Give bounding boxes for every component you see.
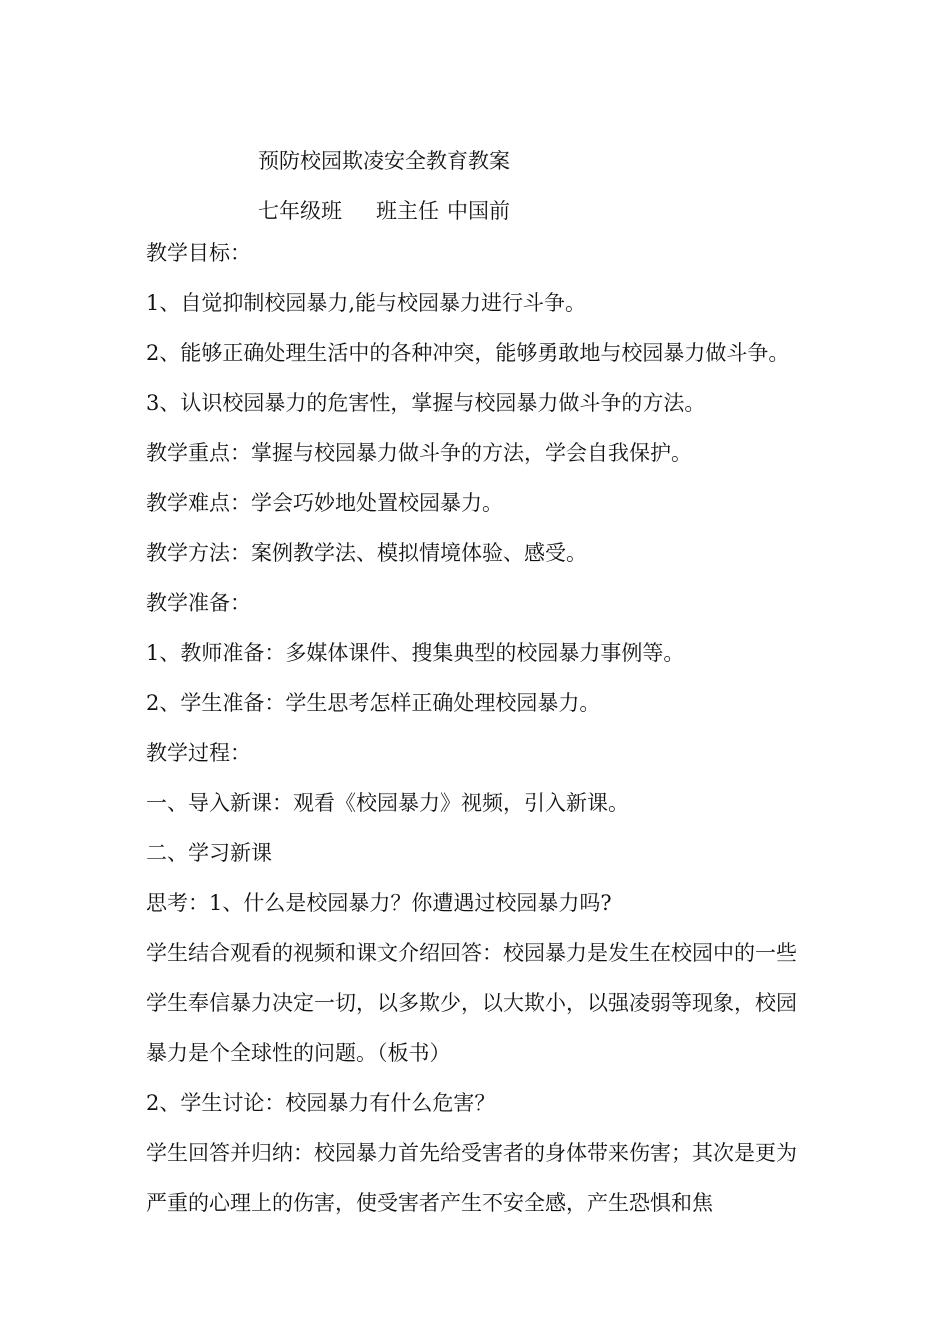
teaching-difficulty: 教学难点：学会巧妙地处置校园暴力。 (146, 491, 503, 515)
teaching-focus: 教学重点：掌握与校园暴力做斗争的方法，学会自我保护。 (146, 441, 692, 465)
process-step-1: 一、导入新课：观看《校园暴力》视频，引入新课。 (146, 791, 629, 815)
process-step-2: 二、学习新课 (146, 841, 272, 865)
answer-2: 学生回答并归纳：校园暴力首先给受害者的身体带来伤害；其次是更为严重的心理上的伤害，使受害者产生不安全感，产生恐惧和焦 (146, 1141, 797, 1215)
teacher-name: 中国前 (447, 199, 510, 223)
heading-preparation: 教学准备： (146, 591, 251, 615)
objective-item-1: 1、自觉抑制校园暴力,能与校园暴力进行斗争。 (146, 291, 587, 315)
question-1: 思考：1、什么是校园暴力？你遭遇过校园暴力吗? (146, 891, 612, 915)
question-2: 2、学生讨论：校园暴力有什么危害？ (146, 1091, 496, 1115)
document-title: 预防校园欺凌安全教育教案 (258, 149, 510, 173)
preparation-item-2: 2、学生准备：学生思考怎样正确处理校园暴力。 (146, 691, 601, 715)
teaching-method: 教学方法：案例教学法、模拟情境体验、感受。 (146, 541, 587, 565)
heading-process: 教学过程： (146, 741, 251, 765)
heading-objectives: 教学目标： (146, 241, 251, 265)
title-block (258, 136, 510, 236)
document-body (146, 228, 826, 1228)
objective-item-2: 2、能够正确处理生活中的各种冲突，能够勇敢地与校园暴力做斗争。 (146, 341, 790, 365)
objective-item-3: 3、认识校园暴力的危害性，掌握与校园暴力做斗争的方法。 (146, 391, 706, 415)
teacher-label: 班主任 (376, 199, 439, 223)
class-label: 七年级班 (258, 199, 342, 223)
preparation-item-1: 1、教师准备：多媒体课件、搜集典型的校园暴力事例等。 (146, 641, 685, 665)
answer-1: 学生结合观看的视频和课文介绍回答：校园暴力是发生在校园中的一些学生奉信暴力决定一切，以多欺少，以大欺小，以强凌弱等现象，校园暴力是个全球性的问题。（板书） (146, 941, 797, 1065)
